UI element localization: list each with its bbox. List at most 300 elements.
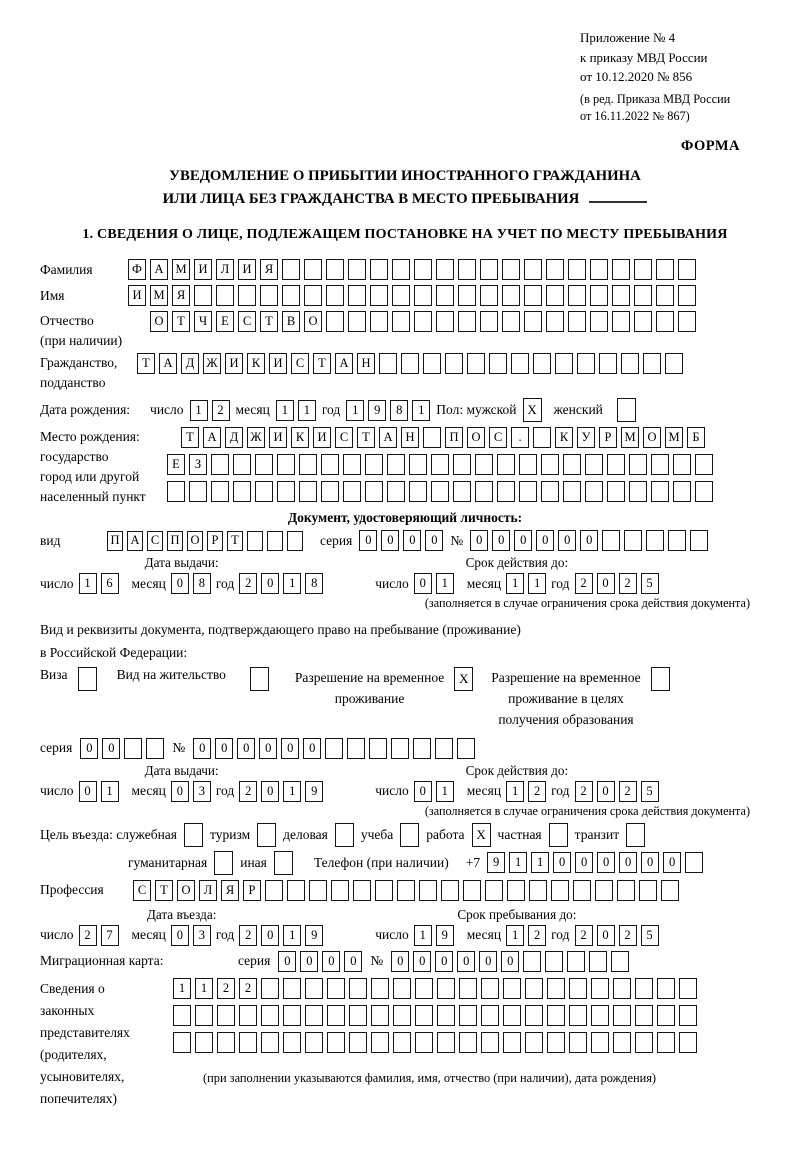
char-cell[interactable] <box>503 1032 521 1053</box>
char-cell[interactable] <box>481 1005 499 1026</box>
char-cell[interactable]: 0 <box>479 951 497 972</box>
id-valid-day-cells[interactable] <box>414 573 454 594</box>
char-cell[interactable] <box>563 481 581 502</box>
char-cell[interactable]: 0 <box>171 781 189 802</box>
char-cell[interactable] <box>602 530 620 551</box>
char-cell[interactable]: А <box>127 531 143 551</box>
char-cell[interactable] <box>326 311 344 332</box>
char-cell[interactable]: С <box>238 311 256 332</box>
char-cell[interactable]: 2 <box>239 781 257 802</box>
char-cell[interactable]: 1 <box>173 978 191 999</box>
char-cell[interactable]: С <box>489 427 507 448</box>
char-cell[interactable] <box>475 454 493 475</box>
char-cell[interactable]: 2 <box>575 781 593 802</box>
char-cell[interactable] <box>685 852 703 873</box>
char-cell[interactable]: У <box>577 427 595 448</box>
char-cell[interactable] <box>546 259 564 280</box>
char-cell[interactable] <box>546 311 564 332</box>
visa-checkbox[interactable] <box>78 667 97 691</box>
char-cell[interactable] <box>668 530 686 551</box>
char-cell[interactable]: 0 <box>261 925 279 946</box>
char-cell[interactable]: О <box>304 311 322 332</box>
char-cell[interactable]: К <box>291 427 309 448</box>
char-cell[interactable]: 1 <box>531 852 549 873</box>
char-cell[interactable]: Д <box>225 427 243 448</box>
stay-year-cells[interactable] <box>575 925 659 946</box>
char-cell[interactable] <box>541 481 559 502</box>
char-cell[interactable] <box>613 1032 631 1053</box>
id-issue-day-cells[interactable] <box>79 573 119 594</box>
char-cell[interactable] <box>409 454 427 475</box>
char-cell[interactable]: 1 <box>276 400 294 421</box>
res-valid-year-cells[interactable] <box>575 781 659 802</box>
char-cell[interactable] <box>624 530 642 551</box>
char-cell[interactable] <box>585 481 603 502</box>
char-cell[interactable]: Т <box>313 353 331 374</box>
char-cell[interactable] <box>409 481 427 502</box>
reps-cells-row1[interactable] <box>173 978 697 999</box>
char-cell[interactable]: 0 <box>575 852 593 873</box>
char-cell[interactable]: Е <box>216 311 234 332</box>
char-cell[interactable]: И <box>269 427 287 448</box>
char-cell[interactable]: О <box>467 427 485 448</box>
char-cell[interactable]: П <box>107 531 123 551</box>
res-series-cells[interactable] <box>80 738 164 759</box>
char-cell[interactable] <box>371 1005 389 1026</box>
char-cell[interactable]: 0 <box>102 738 120 759</box>
char-cell[interactable] <box>519 481 537 502</box>
char-cell[interactable]: 0 <box>597 852 615 873</box>
char-cell[interactable] <box>326 259 344 280</box>
char-cell[interactable]: Р <box>599 427 617 448</box>
char-cell[interactable] <box>551 880 569 901</box>
reps-cells-row2[interactable] <box>173 1005 697 1026</box>
char-cell[interactable] <box>457 738 475 759</box>
entry-month-cells[interactable] <box>171 925 211 946</box>
char-cell[interactable] <box>247 531 263 551</box>
char-cell[interactable]: А <box>159 353 177 374</box>
char-cell[interactable] <box>194 285 212 306</box>
char-cell[interactable]: В <box>282 311 300 332</box>
char-cell[interactable] <box>217 1032 235 1053</box>
char-cell[interactable] <box>413 738 431 759</box>
char-cell[interactable]: 2 <box>528 925 546 946</box>
char-cell[interactable] <box>547 1005 565 1026</box>
char-cell[interactable]: 9 <box>487 852 505 873</box>
char-cell[interactable] <box>657 978 675 999</box>
char-cell[interactable] <box>533 353 551 374</box>
char-cell[interactable]: 0 <box>79 781 97 802</box>
birth-place-cells-row3[interactable] <box>167 481 713 502</box>
char-cell[interactable] <box>423 427 441 448</box>
res-valid-month-cells[interactable] <box>506 781 546 802</box>
char-cell[interactable]: 0 <box>435 951 453 972</box>
entry-day-cells[interactable] <box>79 925 119 946</box>
char-cell[interactable] <box>523 951 541 972</box>
stay-day-cells[interactable] <box>414 925 454 946</box>
given-name-cells[interactable] <box>128 285 696 306</box>
purpose-private-checkbox[interactable] <box>549 823 568 847</box>
char-cell[interactable] <box>233 481 251 502</box>
char-cell[interactable] <box>524 285 542 306</box>
char-cell[interactable] <box>695 481 713 502</box>
char-cell[interactable]: К <box>555 427 573 448</box>
birth-day-cells[interactable] <box>190 400 230 421</box>
char-cell[interactable] <box>545 951 563 972</box>
male-checkbox[interactable]: X <box>523 398 542 422</box>
char-cell[interactable]: 1 <box>283 925 301 946</box>
char-cell[interactable] <box>678 285 696 306</box>
char-cell[interactable] <box>365 454 383 475</box>
char-cell[interactable] <box>529 880 547 901</box>
char-cell[interactable]: 0 <box>619 852 637 873</box>
purpose-tourism-checkbox[interactable] <box>257 823 276 847</box>
char-cell[interactable] <box>525 1032 543 1053</box>
char-cell[interactable] <box>511 353 529 374</box>
surname-cells[interactable] <box>128 259 696 280</box>
char-cell[interactable] <box>459 1032 477 1053</box>
res-issue-day-cells[interactable] <box>79 781 119 802</box>
char-cell[interactable] <box>656 259 674 280</box>
char-cell[interactable] <box>391 738 409 759</box>
char-cell[interactable] <box>371 1032 389 1053</box>
char-cell[interactable] <box>463 880 481 901</box>
char-cell[interactable]: 5 <box>641 925 659 946</box>
id-issue-month-cells[interactable] <box>171 573 211 594</box>
char-cell[interactable]: . <box>511 427 529 448</box>
char-cell[interactable] <box>525 1005 543 1026</box>
char-cell[interactable]: 0 <box>641 852 659 873</box>
char-cell[interactable]: Т <box>172 311 190 332</box>
char-cell[interactable] <box>393 1005 411 1026</box>
char-cell[interactable] <box>569 1005 587 1026</box>
char-cell[interactable] <box>607 481 625 502</box>
char-cell[interactable]: 8 <box>305 573 323 594</box>
char-cell[interactable]: 0 <box>597 781 615 802</box>
char-cell[interactable]: 1 <box>190 400 208 421</box>
stay-month-cells[interactable] <box>506 925 546 946</box>
char-cell[interactable] <box>591 978 609 999</box>
char-cell[interactable]: 9 <box>305 781 323 802</box>
char-cell[interactable] <box>305 978 323 999</box>
char-cell[interactable] <box>326 285 344 306</box>
char-cell[interactable]: 2 <box>79 925 97 946</box>
char-cell[interactable]: 1 <box>528 573 546 594</box>
char-cell[interactable]: 2 <box>239 925 257 946</box>
char-cell[interactable] <box>239 1032 257 1053</box>
char-cell[interactable] <box>189 481 207 502</box>
char-cell[interactable] <box>656 285 674 306</box>
char-cell[interactable] <box>283 1032 301 1053</box>
char-cell[interactable]: 0 <box>215 738 233 759</box>
char-cell[interactable] <box>415 1032 433 1053</box>
char-cell[interactable]: Ч <box>194 311 212 332</box>
char-cell[interactable]: 1 <box>506 573 524 594</box>
char-cell[interactable] <box>613 978 631 999</box>
char-cell[interactable]: А <box>335 353 353 374</box>
char-cell[interactable] <box>657 1032 675 1053</box>
char-cell[interactable] <box>321 481 339 502</box>
char-cell[interactable] <box>634 311 652 332</box>
char-cell[interactable] <box>573 880 591 901</box>
char-cell[interactable] <box>617 880 635 901</box>
char-cell[interactable]: 0 <box>492 530 510 551</box>
char-cell[interactable] <box>590 259 608 280</box>
char-cell[interactable] <box>599 353 617 374</box>
char-cell[interactable] <box>195 1032 213 1053</box>
char-cell[interactable]: А <box>379 427 397 448</box>
char-cell[interactable]: 2 <box>575 573 593 594</box>
char-cell[interactable] <box>497 481 515 502</box>
char-cell[interactable] <box>524 311 542 332</box>
char-cell[interactable] <box>261 978 279 999</box>
char-cell[interactable] <box>195 1005 213 1026</box>
char-cell[interactable] <box>265 880 283 901</box>
char-cell[interactable] <box>375 880 393 901</box>
char-cell[interactable] <box>568 259 586 280</box>
char-cell[interactable] <box>635 1005 653 1026</box>
char-cell[interactable] <box>327 1005 345 1026</box>
char-cell[interactable] <box>458 285 476 306</box>
char-cell[interactable] <box>387 481 405 502</box>
char-cell[interactable]: И <box>313 427 331 448</box>
char-cell[interactable] <box>585 454 603 475</box>
char-cell[interactable] <box>445 353 463 374</box>
char-cell[interactable] <box>392 285 410 306</box>
char-cell[interactable] <box>349 1005 367 1026</box>
char-cell[interactable]: 0 <box>414 573 432 594</box>
char-cell[interactable] <box>646 530 664 551</box>
char-cell[interactable] <box>480 285 498 306</box>
char-cell[interactable] <box>216 285 234 306</box>
purpose-study-checkbox[interactable] <box>400 823 419 847</box>
char-cell[interactable]: 0 <box>303 738 321 759</box>
residence-permit-checkbox[interactable] <box>250 667 269 691</box>
char-cell[interactable] <box>507 880 525 901</box>
char-cell[interactable] <box>541 454 559 475</box>
char-cell[interactable] <box>261 1032 279 1053</box>
char-cell[interactable]: 0 <box>261 781 279 802</box>
char-cell[interactable]: 0 <box>470 530 488 551</box>
char-cell[interactable] <box>679 1005 697 1026</box>
char-cell[interactable] <box>481 978 499 999</box>
char-cell[interactable]: 0 <box>359 530 377 551</box>
char-cell[interactable] <box>612 285 630 306</box>
char-cell[interactable] <box>657 1005 675 1026</box>
char-cell[interactable] <box>673 454 691 475</box>
char-cell[interactable] <box>349 1032 367 1053</box>
char-cell[interactable] <box>379 353 397 374</box>
char-cell[interactable]: 1 <box>436 781 454 802</box>
char-cell[interactable]: 0 <box>278 951 296 972</box>
char-cell[interactable]: 1 <box>79 573 97 594</box>
char-cell[interactable]: 2 <box>619 573 637 594</box>
char-cell[interactable] <box>415 1005 433 1026</box>
char-cell[interactable]: С <box>133 880 151 901</box>
char-cell[interactable] <box>331 880 349 901</box>
char-cell[interactable] <box>651 454 669 475</box>
purpose-official-checkbox[interactable] <box>184 823 203 847</box>
char-cell[interactable] <box>305 1005 323 1026</box>
char-cell[interactable] <box>277 481 295 502</box>
char-cell[interactable]: 0 <box>414 781 432 802</box>
char-cell[interactable] <box>629 454 647 475</box>
char-cell[interactable] <box>690 530 708 551</box>
char-cell[interactable] <box>475 481 493 502</box>
char-cell[interactable] <box>267 531 283 551</box>
char-cell[interactable]: 1 <box>412 400 430 421</box>
id-number-cells[interactable] <box>470 530 708 551</box>
char-cell[interactable]: 1 <box>506 925 524 946</box>
char-cell[interactable] <box>173 1005 191 1026</box>
char-cell[interactable] <box>393 1032 411 1053</box>
char-cell[interactable] <box>665 353 683 374</box>
purpose-humanitarian-checkbox[interactable] <box>214 851 233 875</box>
char-cell[interactable] <box>639 880 657 901</box>
char-cell[interactable]: М <box>172 259 190 280</box>
char-cell[interactable] <box>502 311 520 332</box>
char-cell[interactable] <box>401 353 419 374</box>
char-cell[interactable]: М <box>150 285 168 306</box>
char-cell[interactable]: 1 <box>101 781 119 802</box>
char-cell[interactable] <box>436 311 454 332</box>
char-cell[interactable]: Я <box>221 880 239 901</box>
char-cell[interactable] <box>458 259 476 280</box>
char-cell[interactable]: 0 <box>300 951 318 972</box>
char-cell[interactable]: О <box>177 880 195 901</box>
char-cell[interactable] <box>299 454 317 475</box>
char-cell[interactable]: 1 <box>298 400 316 421</box>
char-cell[interactable] <box>612 259 630 280</box>
char-cell[interactable] <box>211 454 229 475</box>
char-cell[interactable]: Р <box>243 880 261 901</box>
char-cell[interactable] <box>260 285 278 306</box>
char-cell[interactable] <box>563 454 581 475</box>
char-cell[interactable]: 0 <box>558 530 576 551</box>
char-cell[interactable] <box>238 285 256 306</box>
char-cell[interactable]: 0 <box>580 530 598 551</box>
char-cell[interactable] <box>309 880 327 901</box>
char-cell[interactable] <box>629 481 647 502</box>
char-cell[interactable]: С <box>335 427 353 448</box>
char-cell[interactable] <box>589 951 607 972</box>
char-cell[interactable] <box>502 259 520 280</box>
mig-series-cells[interactable] <box>278 951 362 972</box>
char-cell[interactable] <box>679 1032 697 1053</box>
char-cell[interactable] <box>348 311 366 332</box>
char-cell[interactable]: 7 <box>101 925 119 946</box>
char-cell[interactable]: О <box>150 311 168 332</box>
char-cell[interactable]: 5 <box>641 781 659 802</box>
char-cell[interactable]: Р <box>207 531 223 551</box>
char-cell[interactable] <box>437 1032 455 1053</box>
char-cell[interactable] <box>304 285 322 306</box>
char-cell[interactable] <box>546 285 564 306</box>
char-cell[interactable] <box>503 1005 521 1026</box>
char-cell[interactable] <box>568 285 586 306</box>
char-cell[interactable] <box>547 1032 565 1053</box>
char-cell[interactable]: 0 <box>344 951 362 972</box>
char-cell[interactable]: 0 <box>403 530 421 551</box>
char-cell[interactable]: 1 <box>414 925 432 946</box>
char-cell[interactable]: 2 <box>528 781 546 802</box>
char-cell[interactable]: 0 <box>413 951 431 972</box>
char-cell[interactable]: 3 <box>193 925 211 946</box>
char-cell[interactable]: 3 <box>193 781 211 802</box>
char-cell[interactable] <box>370 285 388 306</box>
char-cell[interactable]: 0 <box>281 738 299 759</box>
res-number-cells[interactable] <box>193 738 475 759</box>
char-cell[interactable]: Л <box>199 880 217 901</box>
char-cell[interactable]: 0 <box>259 738 277 759</box>
char-cell[interactable] <box>524 259 542 280</box>
char-cell[interactable] <box>480 311 498 332</box>
id-valid-year-cells[interactable] <box>575 573 659 594</box>
char-cell[interactable]: 2 <box>619 781 637 802</box>
char-cell[interactable] <box>233 454 251 475</box>
char-cell[interactable] <box>282 259 300 280</box>
char-cell[interactable] <box>343 454 361 475</box>
char-cell[interactable]: 1 <box>509 852 527 873</box>
purpose-business-checkbox[interactable] <box>335 823 354 847</box>
char-cell[interactable]: 9 <box>368 400 386 421</box>
char-cell[interactable]: 1 <box>195 978 213 999</box>
purpose-other-checkbox[interactable] <box>274 851 293 875</box>
char-cell[interactable] <box>167 481 185 502</box>
char-cell[interactable]: 0 <box>501 951 519 972</box>
char-cell[interactable]: 0 <box>663 852 681 873</box>
char-cell[interactable] <box>567 951 585 972</box>
char-cell[interactable]: 0 <box>597 925 615 946</box>
char-cell[interactable]: С <box>147 531 163 551</box>
char-cell[interactable]: 2 <box>575 925 593 946</box>
char-cell[interactable] <box>365 481 383 502</box>
char-cell[interactable] <box>591 1032 609 1053</box>
char-cell[interactable] <box>635 1032 653 1053</box>
char-cell[interactable]: Ж <box>203 353 221 374</box>
char-cell[interactable]: 2 <box>619 925 637 946</box>
char-cell[interactable]: 9 <box>436 925 454 946</box>
char-cell[interactable]: Д <box>181 353 199 374</box>
char-cell[interactable]: Т <box>260 311 278 332</box>
char-cell[interactable] <box>634 285 652 306</box>
char-cell[interactable]: 6 <box>101 573 119 594</box>
char-cell[interactable] <box>591 1005 609 1026</box>
char-cell[interactable]: 0 <box>381 530 399 551</box>
res-valid-day-cells[interactable] <box>414 781 454 802</box>
char-cell[interactable] <box>419 880 437 901</box>
char-cell[interactable] <box>217 1005 235 1026</box>
char-cell[interactable]: Н <box>401 427 419 448</box>
char-cell[interactable]: 1 <box>436 573 454 594</box>
char-cell[interactable] <box>611 951 629 972</box>
char-cell[interactable] <box>325 738 343 759</box>
char-cell[interactable] <box>343 481 361 502</box>
id-series-cells[interactable] <box>359 530 443 551</box>
char-cell[interactable] <box>435 738 453 759</box>
char-cell[interactable] <box>453 454 471 475</box>
char-cell[interactable] <box>349 978 367 999</box>
id-valid-month-cells[interactable] <box>506 573 546 594</box>
char-cell[interactable] <box>577 353 595 374</box>
char-cell[interactable]: 1 <box>283 781 301 802</box>
char-cell[interactable]: 0 <box>425 530 443 551</box>
char-cell[interactable]: 0 <box>261 573 279 594</box>
char-cell[interactable]: И <box>194 259 212 280</box>
char-cell[interactable] <box>211 481 229 502</box>
phone-cells[interactable] <box>487 852 703 873</box>
reps-cells-row3[interactable] <box>173 1032 697 1053</box>
